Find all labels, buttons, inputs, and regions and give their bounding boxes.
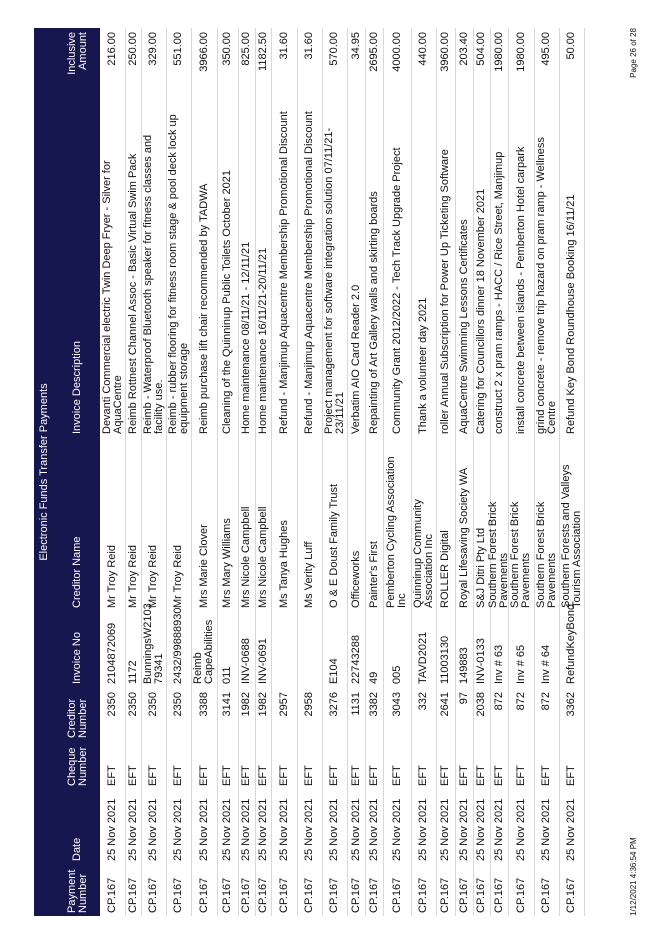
inclusive-amount: 440.00 (417, 32, 429, 66)
table-row (455, 28, 474, 916)
creditor-number: 97 (457, 692, 470, 705)
payment-date: 25 Nov 2021 (417, 798, 429, 861)
payment-date: 25 Nov 2021 (303, 798, 315, 861)
creditor-name: Painter's First (367, 541, 380, 608)
inclusive-amount: 1182.50 (256, 32, 269, 71)
invoice-no: RefundKeyBond (565, 603, 577, 684)
invoice-no: BunningsW2103 79341 (141, 603, 165, 684)
invoice-description: Verbatim AIO Card Reader 2.0 (349, 284, 362, 434)
table-row (100, 28, 126, 916)
payment-date: 25 Nov 2021 (492, 798, 505, 861)
invoice-description: Reimb purchase lift chair recommended by TADWA (197, 183, 210, 434)
creditor-number: 2350 (147, 692, 159, 717)
inclusive-amount: 3966.00 (197, 32, 210, 72)
table-row (436, 28, 456, 916)
creditor-name: Southern Forests and Valleys Tourism Association (559, 464, 583, 608)
creditor-number: 1982 (240, 692, 252, 717)
cheque-number: EFT (328, 765, 340, 786)
invoice-description: install concrete between islands - Pemberton Hotel carpark (514, 146, 527, 434)
payment-number: CP.167 (475, 877, 487, 913)
inclusive-amount: 350.00 (221, 32, 233, 66)
invoice-no: 1172 (126, 660, 139, 684)
cheque-number: EFT (277, 765, 290, 786)
invoice-description: roller Annual Subscription for Power Up Ticketing Software (439, 149, 451, 434)
payment-number: CP.167 (367, 877, 380, 913)
payment-date: 25 Nov 2021 (126, 798, 139, 861)
payment-date: 25 Nov 2021 (240, 798, 252, 861)
invoice-no: INV-0688 (240, 638, 252, 684)
payment-number: CP.167 (106, 877, 118, 913)
cheque-number: EFT (349, 765, 362, 786)
invoice-no: 149883 (457, 647, 470, 684)
creditor-name: Mrs Nicole Campbell (256, 506, 269, 608)
creditor-name: Pemberton Cycling Association Inc (385, 456, 408, 608)
payment-number: CP.167 (303, 877, 315, 913)
table-row (559, 28, 585, 916)
creditor-number: 3362 (565, 692, 577, 717)
creditor-name: Ms Verity Luff (303, 541, 315, 608)
creditor-name: ROLLER Digital (439, 530, 451, 608)
header-invoice-no: Invoice No (71, 632, 83, 684)
creditor-name: Ms Tanya Hughes (277, 520, 290, 608)
invoice-description: Home maintenance 08/11/21 - 12/11/21 (240, 241, 252, 434)
payment-date: 25 Nov 2021 (439, 798, 451, 861)
inclusive-amount: 329.00 (147, 32, 159, 66)
payment-number: CP.167 (439, 877, 451, 913)
invoice-description: Reimb Rottnest Channel Assoc - Basic Virtual Swim Pack (126, 153, 139, 434)
table-row (271, 28, 298, 916)
creditor-number: 2350 (106, 692, 118, 717)
creditor-number: 332 (417, 692, 429, 711)
invoice-description: Devanti Commercial electric Twin Deep Fryer - Silver for AquaCentre (100, 160, 124, 434)
invoice-description: Catering for Councillors dinner 18 November 2021 (475, 188, 487, 434)
invoice-description: grind concrete - remove trip hazard on pram ramp - Wellness Centre (534, 137, 558, 434)
invoice-description: Community Grant 2012/2022 - Tech Track Upgrade Project (390, 147, 403, 434)
table-row (508, 28, 535, 916)
payment-number: CP.167 (328, 877, 340, 913)
inclusive-amount: 551.00 (172, 32, 184, 66)
inclusive-amount: 203.40 (457, 32, 470, 66)
creditor-number: 2957 (277, 692, 290, 717)
invoice-description: Cleaning of the Quinninup Public Toilets October 2021 (221, 170, 233, 434)
cheque-number: EFT (492, 765, 505, 786)
inclusive-amount: 4000.00 (390, 32, 403, 72)
creditor-number: 3276 (328, 692, 340, 717)
cheque-number: EFT (367, 765, 380, 786)
payment-number: CP.167 (197, 877, 210, 913)
invoice-no: Inv # 65 (514, 644, 527, 684)
inclusive-amount: 2695.00 (367, 32, 380, 72)
cheque-number: EFT (390, 765, 403, 786)
payment-date: 25 Nov 2021 (475, 798, 487, 861)
creditor-name: S&J Ditri Pty Ltd (475, 527, 487, 608)
invoice-no (271, 610, 297, 684)
inclusive-amount: 1980.00 (492, 32, 505, 72)
cheque-number: EFT (565, 765, 577, 786)
invoice-no: E104 (328, 658, 340, 684)
table-row (297, 28, 323, 916)
cheque-number: EFT (172, 765, 184, 786)
payment-number: CP.167 (277, 877, 290, 913)
inclusive-amount: 31.60 (303, 32, 315, 60)
payment-date: 25 Nov 2021 (457, 798, 470, 861)
header-payment-number: Payment Number (65, 869, 89, 913)
printed-timestamp: 1/12/2021 4:36:54 PM (629, 837, 638, 916)
header-creditor-name: Creditor Name (71, 536, 83, 608)
payment-date: 25 Nov 2021 (197, 798, 210, 861)
creditor-number: 3382 (367, 692, 380, 717)
cheque-number: EFT (540, 765, 552, 786)
report-title: Electronic Funds Transfer Payments (34, 28, 55, 916)
payment-number: CP.167 (126, 877, 139, 913)
inclusive-amount: 3960.00 (439, 32, 451, 72)
payment-number: CP.167 (417, 877, 429, 913)
page-number: Page 26 of 28 (629, 28, 638, 78)
payment-number: CP.167 (240, 877, 252, 913)
creditor-name: Mr Troy Reid (172, 545, 184, 608)
cheque-number: EFT (475, 765, 487, 786)
invoice-description: AquaCentre Swimming Lessons Certificates (457, 219, 470, 434)
creditor-number: 1131 (349, 692, 362, 716)
header-cheque-number: Cheque Number (65, 746, 89, 786)
payment-number: CP.167 (540, 877, 552, 913)
creditor-name: Mrs Nicole Campbell (240, 506, 252, 608)
cheque-number: EFT (417, 765, 429, 786)
creditor-number: 872 (514, 692, 527, 711)
invoice-no: 2432/99888930 (172, 607, 184, 684)
creditor-number: 3388 (197, 692, 210, 717)
invoice-description: Refund - Manjimup Aquacentre Membership Promotional Discount (303, 111, 315, 434)
table-row (217, 28, 239, 916)
payment-number: CP.167 (390, 877, 403, 913)
table-row (411, 28, 437, 916)
creditor-name: Quinninup Community Association Inc (411, 499, 435, 608)
creditor-name: Mr Troy Reid (126, 545, 139, 608)
creditor-number: 3141 (221, 692, 233, 717)
table-row (383, 28, 412, 916)
payment-date: 25 Nov 2021 (256, 798, 269, 861)
invoice-description: Reimb - Waterproof Bluetooth speaker for fitness classes and facility use. (141, 134, 165, 434)
table-row (365, 28, 384, 916)
inclusive-amount: 50.00 (565, 32, 577, 60)
creditor-number: 2350 (172, 692, 184, 717)
inclusive-amount: 34.95 (349, 32, 362, 60)
cheque-number: EFT (303, 765, 315, 786)
invoice-no: 49 (367, 671, 380, 684)
payment-date: 25 Nov 2021 (349, 798, 362, 861)
creditor-name: Officeworks (349, 550, 362, 608)
invoice-description: Refund - Manjimup Aquacentre Membership Promotional Discount (277, 111, 290, 434)
invoice-description: Project management for software integration solution 07/11/21-23/11/21 (322, 127, 346, 434)
creditor-number: 872 (540, 692, 552, 711)
inclusive-amount: 1980.00 (514, 32, 527, 72)
creditor-name: Southern Forest Brick Pavements (509, 501, 532, 608)
creditor-name: Mr Troy Reid (147, 545, 159, 608)
cheque-number: EFT (126, 765, 139, 786)
invoice-no: 11003130 (439, 635, 451, 684)
invoice-no: Reimb CapeAbilities (192, 619, 215, 684)
cheque-number: EFT (147, 765, 159, 786)
payment-number: CP.167 (514, 877, 527, 913)
payment-date: 25 Nov 2021 (367, 798, 380, 861)
creditor-name: Southern Forest Brick Pavements (534, 501, 558, 608)
payment-date: 25 Nov 2021 (565, 798, 577, 861)
payment-number: CP.167 (492, 877, 505, 913)
invoice-description: Thank a volunteer day 2021 (417, 297, 429, 434)
header-creditor-number: Creditor Number (65, 698, 89, 738)
cheque-number: EFT (457, 765, 470, 786)
table-row (238, 28, 256, 916)
invoice-no: Inv # 63 (492, 644, 505, 684)
table-row (191, 28, 218, 916)
table-row (125, 28, 142, 916)
invoice-description: Reimb - rubber flooring for fitness room stage & pool deck lock up equipment storage (166, 114, 190, 434)
payment-date: 25 Nov 2021 (172, 798, 184, 861)
invoice-description: Refund Key Bond Roundhouse Booking 16/11/21 (565, 194, 577, 434)
invoice-no: 011 (221, 666, 233, 684)
inclusive-amount: 495.00 (540, 32, 552, 66)
cheque-number: EFT (221, 765, 233, 786)
payment-date: 25 Nov 2021 (147, 798, 159, 861)
creditor-number: 2958 (303, 692, 315, 717)
payment-date: 25 Nov 2021 (221, 798, 233, 861)
creditor-name: O & E Doust Family Trust (328, 483, 340, 608)
payment-number: CP.167 (457, 877, 470, 913)
cheque-number: EFT (197, 765, 210, 786)
inclusive-amount: 31.60 (277, 32, 290, 60)
cheque-number: EFT (256, 765, 269, 786)
payment-date: 25 Nov 2021 (390, 798, 403, 861)
invoice-no: 22743288 (349, 635, 362, 684)
invoice-no (297, 610, 322, 684)
payment-number: CP.167 (565, 877, 577, 913)
invoice-no: 2104872069 (106, 622, 118, 684)
payment-date: 25 Nov 2021 (514, 798, 527, 861)
payment-date: 25 Nov 2021 (277, 798, 290, 861)
creditor-number: 3043 (390, 692, 403, 717)
invoice-no: INV-0691 (256, 638, 269, 684)
table-header (55, 28, 100, 916)
invoice-no: Inv # 64 (540, 644, 552, 684)
table-row (141, 28, 167, 916)
creditor-name: Mrs Mary Williams (221, 518, 233, 608)
creditor-name: Royal Lifesaving Society WA (457, 467, 470, 608)
creditor-name: Mrs Marie Clover (197, 524, 210, 608)
inclusive-amount: 825.00 (240, 32, 252, 66)
creditor-number: 2641 (439, 692, 451, 717)
inclusive-amount: 250.00 (126, 32, 139, 66)
creditor-number: 1982 (256, 692, 269, 717)
creditor-number: 872 (492, 692, 505, 711)
payment-date: 25 Nov 2021 (540, 798, 552, 861)
invoice-description: Repainting of Art Gallery walls and skirting boards (367, 191, 380, 434)
invoice-no: TAVD2021 (417, 631, 429, 684)
inclusive-amount: 216.00 (106, 32, 118, 66)
invoice-description: construct 2 x pram ramps - HACC / Rice Street, Manjimup (492, 151, 505, 434)
creditor-name: Southern Forest Brick Pavements (487, 501, 510, 608)
payment-number: CP.167 (221, 877, 233, 913)
payment-date: 25 Nov 2021 (328, 798, 340, 861)
table-row (255, 28, 272, 916)
cheque-number: EFT (240, 765, 252, 786)
payment-date: 25 Nov 2021 (106, 798, 118, 861)
invoice-description: Home maintenance 16/11/21-20/11/21 (256, 247, 269, 434)
table-row (534, 28, 560, 916)
table-row (166, 28, 192, 916)
creditor-number: 2350 (126, 692, 139, 717)
creditor-number: 2038 (475, 692, 487, 717)
payment-number: CP.167 (349, 877, 362, 913)
inclusive-amount: 570.00 (328, 32, 340, 66)
header-invoice-description: Invoice Description (71, 341, 83, 434)
cheque-number: EFT (439, 765, 451, 786)
header-date: Date (71, 837, 83, 861)
cheque-number: EFT (514, 765, 527, 786)
payment-number: CP.167 (147, 877, 159, 913)
payment-number: CP.167 (172, 877, 184, 913)
inclusive-amount: 504.00 (475, 32, 487, 66)
payment-number: CP.167 (256, 877, 269, 913)
table-row (322, 28, 348, 916)
creditor-name: Mr Troy Reid (106, 545, 118, 608)
table-row (347, 28, 366, 916)
invoice-no: 005 (390, 665, 403, 684)
table-row (487, 28, 510, 916)
invoice-no: INV-0133 (475, 638, 487, 684)
header-inclusive-amount: Inclusive Amount (65, 32, 89, 75)
cheque-number: EFT (106, 765, 118, 786)
